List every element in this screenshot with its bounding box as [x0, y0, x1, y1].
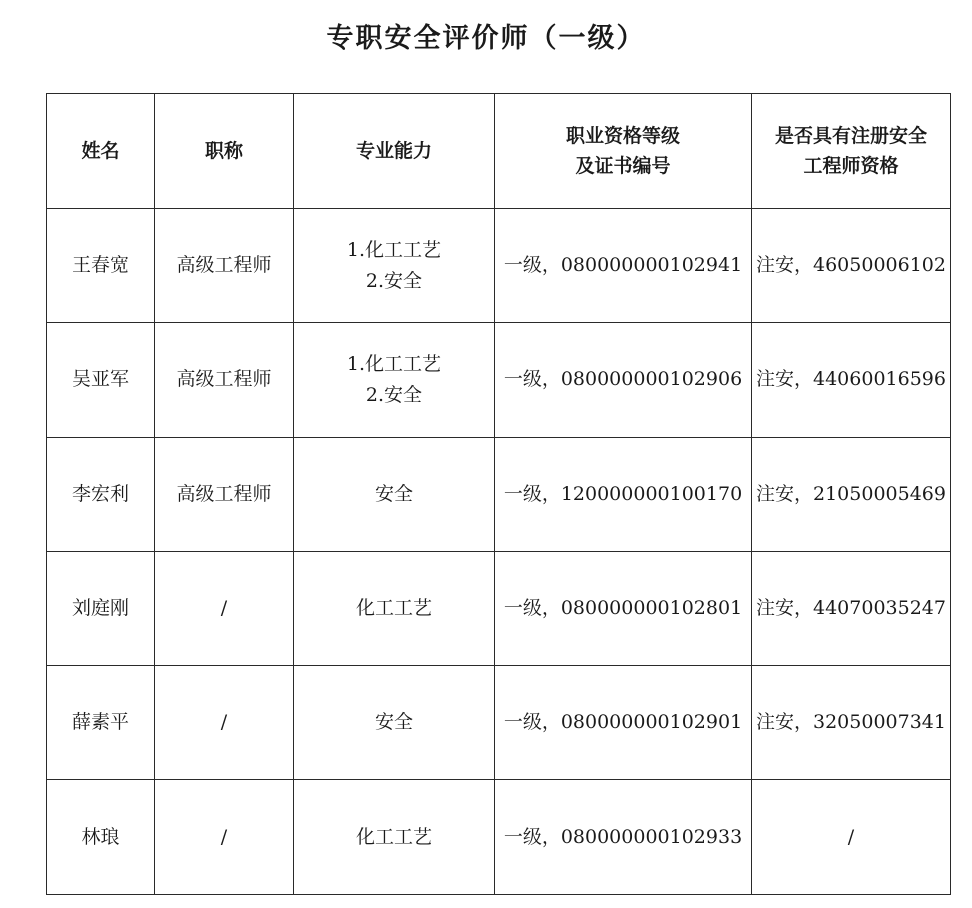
cell-title: / [155, 551, 294, 665]
cell-name: 李宏利 [47, 437, 155, 551]
cell-name: 林琅 [47, 780, 155, 894]
cell-registration: 注安，46050006102 [752, 209, 951, 323]
cell-title: / [155, 780, 294, 894]
cell-cert: 一级，080000000102941 [495, 209, 752, 323]
header-cert: 职业资格等级 及证书编号 [495, 94, 752, 209]
cell-cert: 一级，080000000102801 [495, 551, 752, 665]
cell-ability: 化工工艺 [294, 780, 495, 894]
table-row [47, 551, 951, 665]
table-row [47, 323, 951, 437]
cell-ability: 1.化工工艺 2.安全 [294, 209, 495, 323]
table-row [47, 666, 951, 780]
header-title: 职称 [155, 94, 294, 209]
cell-registration: 注安，21050005469 [752, 437, 951, 551]
cell-name: 王春宽 [47, 209, 155, 323]
cell-ability: 安全 [294, 437, 495, 551]
cell-name: 薛素平 [47, 666, 155, 780]
cell-registration: 注安，44060016596 [752, 323, 951, 437]
cell-cert: 一级，080000000102906 [495, 323, 752, 437]
cell-title: 高级工程师 [155, 437, 294, 551]
cell-title: 高级工程师 [155, 323, 294, 437]
header-ability: 专业能力 [294, 94, 495, 209]
cell-ability: 安全 [294, 666, 495, 780]
cell-cert: 一级，080000000102901 [495, 666, 752, 780]
cell-registration: 注安，44070035247 [752, 551, 951, 665]
table-row [47, 209, 951, 323]
cell-cert: 一级，080000000102933 [495, 780, 752, 894]
header-name: 姓名 [47, 94, 155, 209]
header-registration: 是否具有注册安全 工程师资格 [752, 94, 951, 209]
cell-registration: / [752, 780, 951, 894]
cell-cert: 一级，120000000100170 [495, 437, 752, 551]
cell-registration: 注安，32050007341 [752, 666, 951, 780]
page-title: 专职安全评价师（一级） [326, 23, 646, 54]
cell-title: 高级工程师 [155, 209, 294, 323]
cell-name: 刘庭刚 [47, 551, 155, 665]
table-row [47, 780, 951, 894]
cell-ability: 化工工艺 [294, 551, 495, 665]
cell-title: / [155, 666, 294, 780]
cell-name: 吴亚军 [47, 323, 155, 437]
cell-ability: 1.化工工艺 2.安全 [294, 323, 495, 437]
table-header-row [47, 94, 951, 209]
table-row [47, 437, 951, 551]
safety-assessor-table [46, 93, 951, 895]
